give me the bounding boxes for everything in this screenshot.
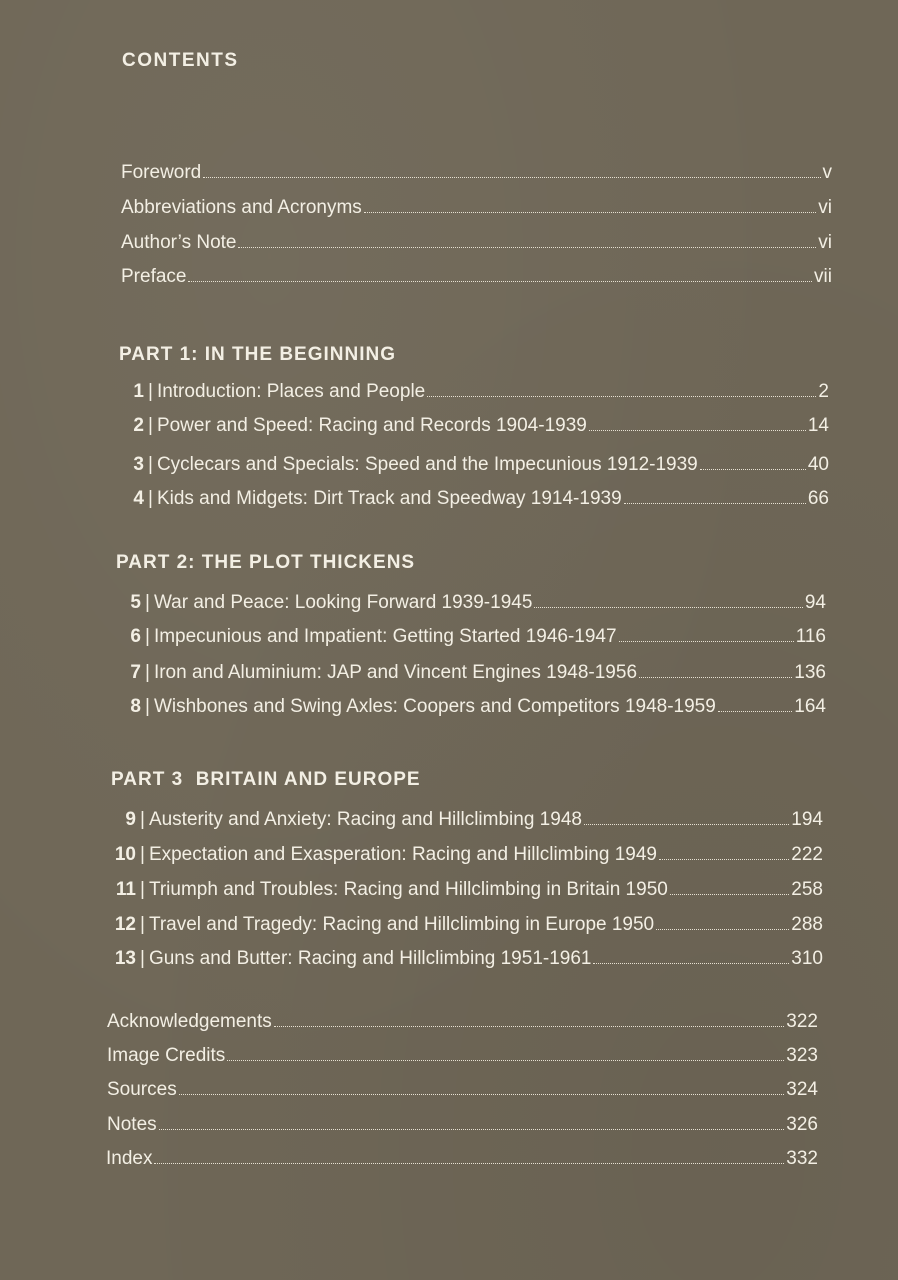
dot-leader <box>593 963 789 964</box>
page-title: CONTENTS <box>122 50 239 71</box>
toc-page-number: 164 <box>794 696 826 717</box>
toc-entry-label: Notes <box>107 1114 157 1135</box>
dot-leader <box>203 177 820 178</box>
toc-page-number: 322 <box>786 1011 818 1032</box>
dot-leader <box>154 1163 784 1164</box>
chapter-number: 3 <box>133 454 144 475</box>
dot-leader <box>619 641 794 642</box>
chapter-title: Power and Speed: Racing and Records 1904-1939 <box>156 415 587 436</box>
chapter-title: Cyclecars and Specials: Speed and the Impecunious 1912-1939 <box>156 454 698 475</box>
toc-page-number: 94 <box>804 592 826 613</box>
chapter-separator: | <box>145 662 150 683</box>
dot-leader <box>364 212 816 213</box>
toc-page-number: 324 <box>786 1079 818 1100</box>
toc-chapter-10[interactable] <box>108 843 823 867</box>
chapter-number: 11 <box>115 879 136 900</box>
toc-page-number: vii <box>814 266 832 287</box>
toc-entry-label: Preface <box>121 266 187 287</box>
toc-entry-label: Sources <box>107 1079 177 1100</box>
toc-chapter-2[interactable] <box>118 414 829 438</box>
chapter-title: Guns and Butter: Racing and Hillclimbing 1951-1961 <box>148 948 592 969</box>
toc-page-number: 326 <box>786 1114 818 1135</box>
chapter-number: 2 <box>133 415 144 436</box>
chapter-separator: | <box>140 809 145 830</box>
toc-entry-abbreviations[interactable] <box>121 196 832 220</box>
toc-chapter-4[interactable] <box>118 487 829 511</box>
chapter-number: 9 <box>125 809 136 830</box>
toc-chapter-9[interactable] <box>108 808 823 832</box>
dot-leader <box>624 503 806 504</box>
part-1-heading: PART 1: IN THE BEGINNING <box>119 344 396 365</box>
toc-page-number: 332 <box>786 1148 818 1169</box>
chapter-separator: | <box>140 948 145 969</box>
toc-chapter-3[interactable] <box>118 453 829 477</box>
toc-entry-index[interactable] <box>106 1147 818 1171</box>
toc-chapter-6[interactable] <box>115 625 826 649</box>
toc-page-number: 14 <box>807 415 829 436</box>
toc-entry-notes[interactable] <box>107 1113 818 1137</box>
toc-entry-preface[interactable] <box>121 265 832 289</box>
toc-page-number: 194 <box>791 809 823 830</box>
chapter-number: 6 <box>130 626 141 647</box>
chapter-number: 8 <box>130 696 141 717</box>
toc-entry-label: Acknowledgements <box>107 1011 272 1032</box>
toc-page-number: 310 <box>791 948 823 969</box>
toc-entry-acknowledgements[interactable] <box>107 1010 818 1034</box>
toc-page-number: 323 <box>786 1045 818 1066</box>
dot-leader <box>584 824 789 825</box>
dot-leader <box>670 894 789 895</box>
toc-chapter-5[interactable] <box>115 591 826 615</box>
dot-leader <box>718 711 792 712</box>
toc-page-number: vi <box>818 232 832 253</box>
chapter-separator: | <box>145 592 150 613</box>
dot-leader <box>159 1129 785 1130</box>
dot-leader <box>639 677 792 678</box>
toc-entry-label: Image Credits <box>107 1045 226 1066</box>
toc-page-number: vi <box>818 197 832 218</box>
part-3-heading: PART 3 BRITAIN AND EUROPE <box>111 769 421 790</box>
chapter-title: Kids and Midgets: Dirt Track and Speedway 1914-1939 <box>156 488 622 509</box>
chapter-title: Iron and Aluminium: JAP and Vincent Engines 1948-1956 <box>153 662 638 683</box>
dot-leader <box>534 607 802 608</box>
chapter-number: 5 <box>130 592 141 613</box>
dot-leader <box>188 281 812 282</box>
toc-chapter-1[interactable] <box>118 380 829 404</box>
dot-leader <box>656 929 789 930</box>
dot-leader <box>427 396 816 397</box>
dot-leader <box>274 1026 785 1027</box>
chapter-separator: | <box>148 415 153 436</box>
toc-chapter-12[interactable] <box>108 913 823 937</box>
toc-page-number: 40 <box>807 454 829 475</box>
chapter-separator: | <box>148 488 153 509</box>
chapter-number: 13 <box>114 948 136 969</box>
chapter-number: 1 <box>133 381 144 402</box>
chapter-number: 12 <box>114 914 136 935</box>
chapter-title: Wishbones and Swing Axles: Coopers and Competitors 1948-1959 <box>153 696 716 717</box>
chapter-separator: | <box>148 381 153 402</box>
chapter-separator: | <box>148 454 153 475</box>
chapter-separator: | <box>140 844 145 865</box>
chapter-separator: | <box>140 914 145 935</box>
chapter-separator: | <box>145 696 150 717</box>
toc-entry-label: Abbreviations and Acronyms <box>121 197 362 218</box>
toc-page-number: 222 <box>791 844 823 865</box>
toc-page-number: 66 <box>807 488 829 509</box>
dot-leader <box>589 430 806 431</box>
chapter-title: Introduction: Places and People <box>156 381 426 402</box>
toc-entry-foreword[interactable] <box>121 161 832 185</box>
chapter-title: Expectation and Exasperation: Racing and Hillclimbing 1949 <box>148 844 657 865</box>
chapter-separator: | <box>140 879 145 900</box>
toc-entry-sources[interactable] <box>107 1078 818 1102</box>
toc-page-number: 136 <box>794 662 826 683</box>
dot-leader <box>227 1060 784 1061</box>
toc-page-number: 116 <box>795 626 826 647</box>
part-2-heading: PART 2: THE PLOT THICKENS <box>116 552 416 573</box>
chapter-title: Triumph and Troubles: Racing and Hillclimbing in Britain 1950 <box>148 879 668 900</box>
toc-entry-label: Foreword <box>121 162 202 183</box>
toc-chapter-11[interactable] <box>108 878 823 902</box>
toc-entry-image-credits[interactable] <box>107 1044 818 1068</box>
toc-chapter-7[interactable] <box>115 661 826 685</box>
chapter-number: 4 <box>133 488 144 509</box>
chapter-title: War and Peace: Looking Forward 1939-1945 <box>153 592 533 613</box>
toc-page-number: 258 <box>791 879 823 900</box>
toc-page-number: 288 <box>791 914 823 935</box>
chapter-number: 7 <box>130 662 141 683</box>
chapter-title: Austerity and Anxiety: Racing and Hillclimbing 1948 <box>148 809 582 830</box>
dot-leader <box>700 469 806 470</box>
dot-leader <box>659 859 789 860</box>
toc-page-number: 2 <box>818 381 829 402</box>
dot-leader <box>179 1094 785 1095</box>
dot-leader <box>238 247 816 248</box>
chapter-separator: | <box>145 626 150 647</box>
chapter-title: Impecunious and Impatient: Getting Started 1946-1947 <box>153 626 617 647</box>
toc-chapter-8[interactable] <box>115 695 826 719</box>
chapter-title: Travel and Tragedy: Racing and Hillclimbing in Europe 1950 <box>148 914 655 935</box>
toc-entry-label: Index <box>106 1148 153 1169</box>
toc-chapter-13[interactable] <box>108 947 823 971</box>
toc-entry-label: Author’s Note <box>121 232 237 253</box>
toc-page-number: v <box>822 162 832 183</box>
toc-entry-authors-note[interactable] <box>121 231 832 255</box>
chapter-number: 10 <box>114 844 136 865</box>
